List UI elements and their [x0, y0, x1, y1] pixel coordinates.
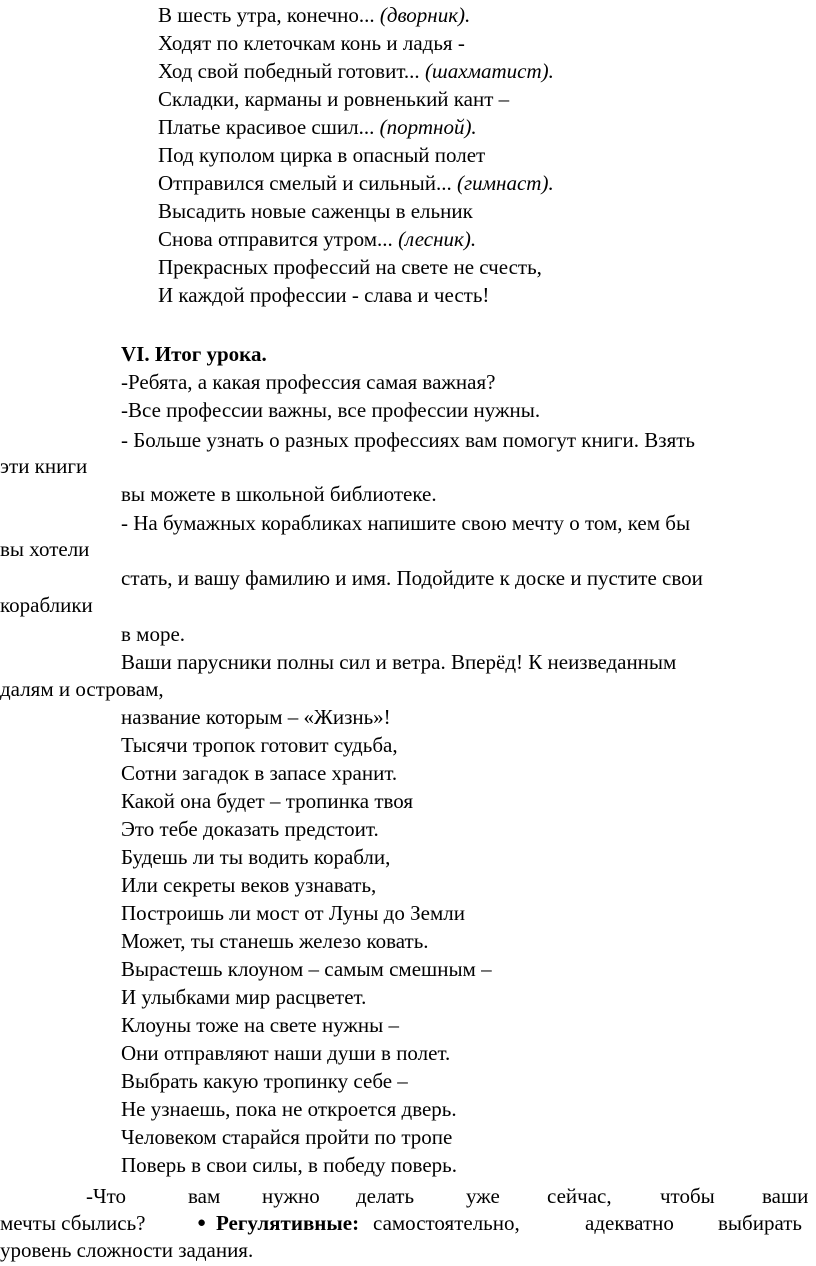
poem2-line: Выбрать какую тропинку себе –	[121, 1069, 408, 1093]
paragraph-line: Ваши парусники полны сил и ветра. Вперёд! К неизведанным	[121, 650, 677, 674]
final-word: делать	[356, 1184, 415, 1208]
poem2-line: Клоуны тоже на свете нужны –	[121, 1013, 400, 1037]
paragraph-line: -Ребята, а какая профессия самая важная?	[121, 370, 496, 394]
poem2-line: И улыбками мир расцветет.	[121, 985, 367, 1009]
final-word: сейчас,	[547, 1184, 612, 1208]
poem2-line: Вырастешь клоуном – самым смешным –	[121, 957, 492, 981]
poem2-line: Не узнаешь, пока не откроется дверь.	[121, 1097, 457, 1121]
poem2-line: Построишь ли мост от Луны до Земли	[121, 901, 465, 925]
section-heading: VI. Итог урока.	[121, 342, 267, 366]
poem2-line: Какой она будет – тропинка твоя	[121, 789, 414, 813]
final-word: уже	[466, 1184, 500, 1208]
final-word: выбирать	[718, 1211, 802, 1235]
bullet-icon: ●	[197, 1215, 207, 1231]
poem2-line: Сотни загадок в запасе хранит.	[121, 761, 398, 785]
poem1-line: Складки, карманы и ровненький кант –	[158, 87, 510, 111]
poem2-line: Будешь ли ты водить корабли,	[121, 845, 391, 869]
poem2-line: Они отправляют наши души в полет.	[121, 1041, 451, 1065]
final-word: вам	[188, 1184, 221, 1208]
poem2-line: Человеком старайся пройти по тропе	[121, 1125, 453, 1149]
poem2-line: Или секреты веков узнавать,	[121, 873, 377, 897]
poem2-line: Поверь в свои силы, в победу поверь.	[121, 1153, 457, 1177]
poem2-line: Может, ты станешь железо ковать.	[121, 929, 429, 953]
poem1-line: Отправился смелый и сильный... (гимнаст).	[158, 171, 554, 195]
poem1-line: Высадить новые саженцы в ельник	[158, 199, 473, 223]
final-word: адекватно	[585, 1211, 674, 1235]
poem1-line: И каждой профессии - слава и честь!	[158, 283, 490, 307]
poem1-line: Прекрасных профессий на свете не счесть,	[158, 255, 542, 279]
paragraph-line: - Больше узнать о разных профессиях вам помогут книги. Взять	[121, 428, 695, 452]
poem1-line: Снова отправится утром... (лесник).	[158, 227, 477, 251]
final-line-3: уровень сложности задания.	[0, 1238, 254, 1262]
paragraph-line: название которым – «Жизнь»!	[121, 705, 391, 729]
paragraph-line: стать, и вашу фамилию и имя. Подойдите к доске и пустите свои	[121, 566, 703, 590]
paragraph-line: в море.	[121, 622, 186, 646]
poem1-line: Ход свой победный готовит... (шахматист).	[158, 59, 554, 83]
paragraph-line: кораблики	[0, 593, 93, 617]
poem1-line: Платье красивое сшил... (портной).	[158, 115, 477, 139]
paragraph-line: эти книги	[0, 454, 88, 478]
poem1-line: В шесть утра, конечно... (дворник).	[158, 3, 471, 27]
final-word: нужно	[262, 1184, 320, 1208]
poem1-line: Ходят по клеточкам конь и ладья -	[158, 31, 465, 55]
final-question: мечты сбылись?	[0, 1211, 146, 1235]
paragraph-line: -Все профессии важны, все профессии нужны.	[121, 398, 541, 422]
final-word: самостоятельно,	[373, 1211, 520, 1235]
skill-label: Регулятивные:	[216, 1211, 360, 1235]
paragraph-line: далям и островам,	[0, 677, 164, 701]
poem1-line: Под куполом цирка в опасный полет	[158, 143, 486, 167]
paragraph-line: - На бумажных корабликах напишите свою мечту о том, кем бы	[121, 511, 691, 535]
paragraph-line: вы хотели	[0, 537, 90, 561]
poem2-line: Это тебе доказать предстоит.	[121, 817, 379, 841]
final-word: ваши	[762, 1184, 809, 1208]
poem2-line: Тысячи тропок готовит судьба,	[121, 733, 398, 757]
paragraph-line: вы можете в школьной библиотеке.	[121, 482, 437, 506]
final-word: -Что	[86, 1184, 127, 1208]
final-word: чтобы	[660, 1184, 715, 1208]
